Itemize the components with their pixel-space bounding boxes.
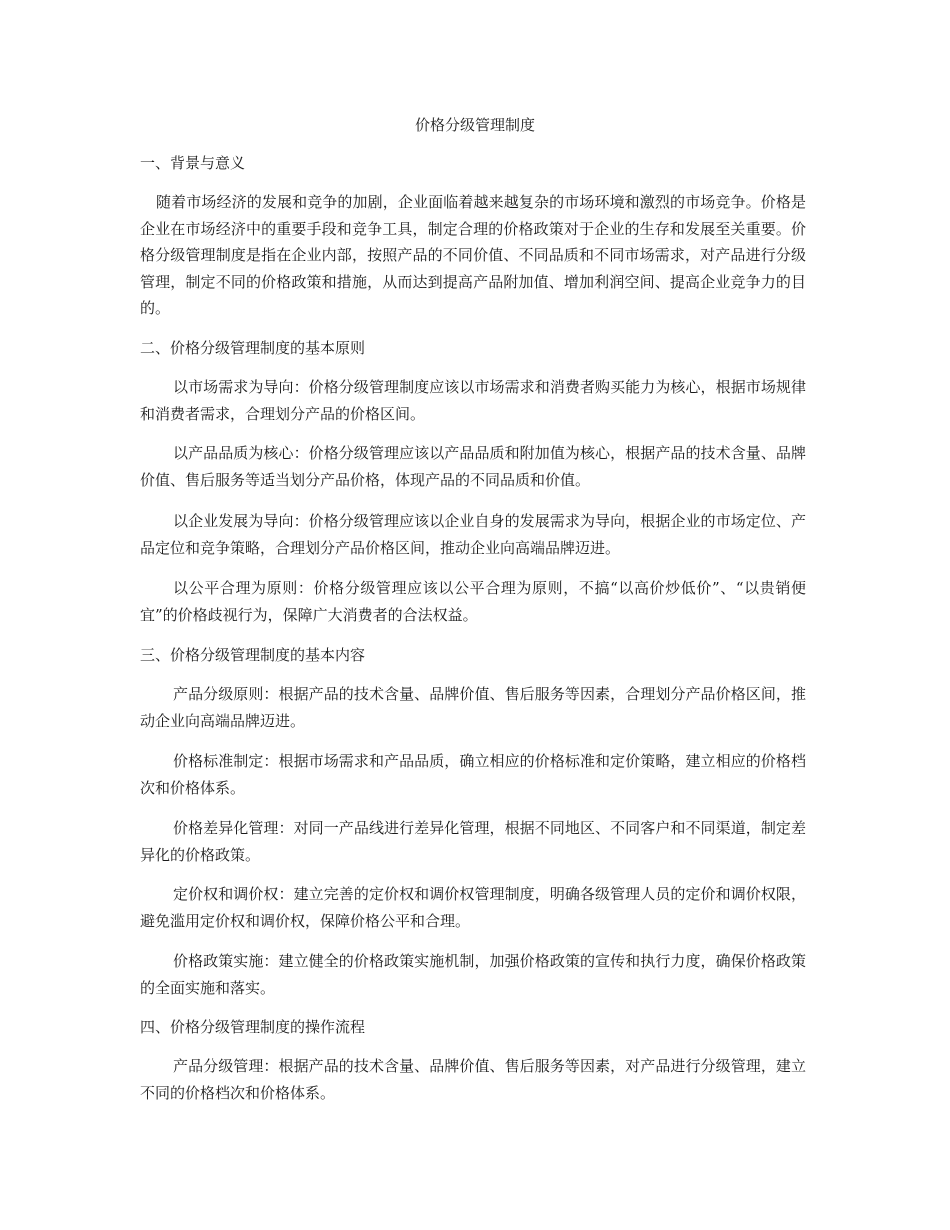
section-heading-2: 二、价格分级管理制度的基本原则 [140, 339, 366, 357]
section-3-paragraph-3: 价格差异化管理：对同一产品线进行差异化管理，根据不同地区、不同客户和不同渠道，制定差异化的价格政策。 [140, 819, 806, 864]
section-4-paragraph-1: 产品分级管理：根据产品的技术含量、品牌价值、售后服务等因素，对产品进行分级管理，建立不同的价格档次和价格体系。 [140, 1057, 806, 1102]
section-2-paragraph-3: 以企业发展为导向：价格分级管理应该以企业自身的发展需求为导向，根据企业的市场定位、产品定位和竞争策略，合理划分产品价格区间，推动企业向高端品牌迈进。 [140, 512, 806, 557]
section-3-paragraph-1: 产品分级原则：根据产品的技术含量、品牌价值、售后服务等因素，合理划分产品价格区间，推动企业向高端品牌迈进。 [140, 685, 806, 730]
section-2-paragraph-2: 以产品品质为核心：价格分级管理应该以产品品质和附加值为核心，根据产品的技术含量、品牌价值、售后服务等适当划分产品价格，体现产品的不同品质和价值。 [140, 444, 806, 489]
section-heading-3: 三、价格分级管理制度的基本内容 [140, 646, 366, 664]
section-1-paragraph-1: 随着市场经济的发展和竞争的加剧，企业面临着越来越复杂的市场环境和激烈的市场竞争。价格是企业在市场经济中的重要手段和竞争工具，制定合理的价格政策对于企业的生存和发展至关重要。价格分级管理制度是指在企业内部，按照产品的不同价值、不同品质和不同市场需求，对产品进行分级管理，制定不同的价格政策和措施，从而达到提高产品附加值、增加利润空间、提高企业竞争力的目的。 [140, 193, 806, 317]
section-heading-1: 一、背景与意义 [140, 154, 246, 172]
section-heading-4: 四、价格分级管理制度的操作流程 [140, 1018, 366, 1036]
document-title: 价格分级管理制度 [414, 116, 535, 134]
section-3-paragraph-2: 价格标准制定：根据市场需求和产品品质，确立相应的价格标准和定价策略，建立相应的价格档次和价格体系。 [140, 752, 806, 797]
section-3-paragraph-5: 价格政策实施：建立健全的价格政策实施机制，加强价格政策的宣传和执行力度，确保价格政策的全面实施和落实。 [140, 952, 806, 997]
section-3-paragraph-4: 定价权和调价权：建立完善的定价权和调价权管理制度，明确各级管理人员的定价和调价权限，避免滥用定价权和调价权，保障价格公平和合理。 [140, 885, 806, 930]
section-2-paragraph-4: 以公平合理为原则：价格分级管理应该以公平合理为原则，不搞“以高价炒低价”、“以贵销便宜”的价格歧视行为，保障广大消费者的合法权益。 [140, 579, 806, 624]
section-2-paragraph-1: 以市场需求为导向：价格分级管理制度应该以市场需求和消费者购买能力为核心，根据市场规律和消费者需求，合理划分产品的价格区间。 [140, 378, 806, 423]
